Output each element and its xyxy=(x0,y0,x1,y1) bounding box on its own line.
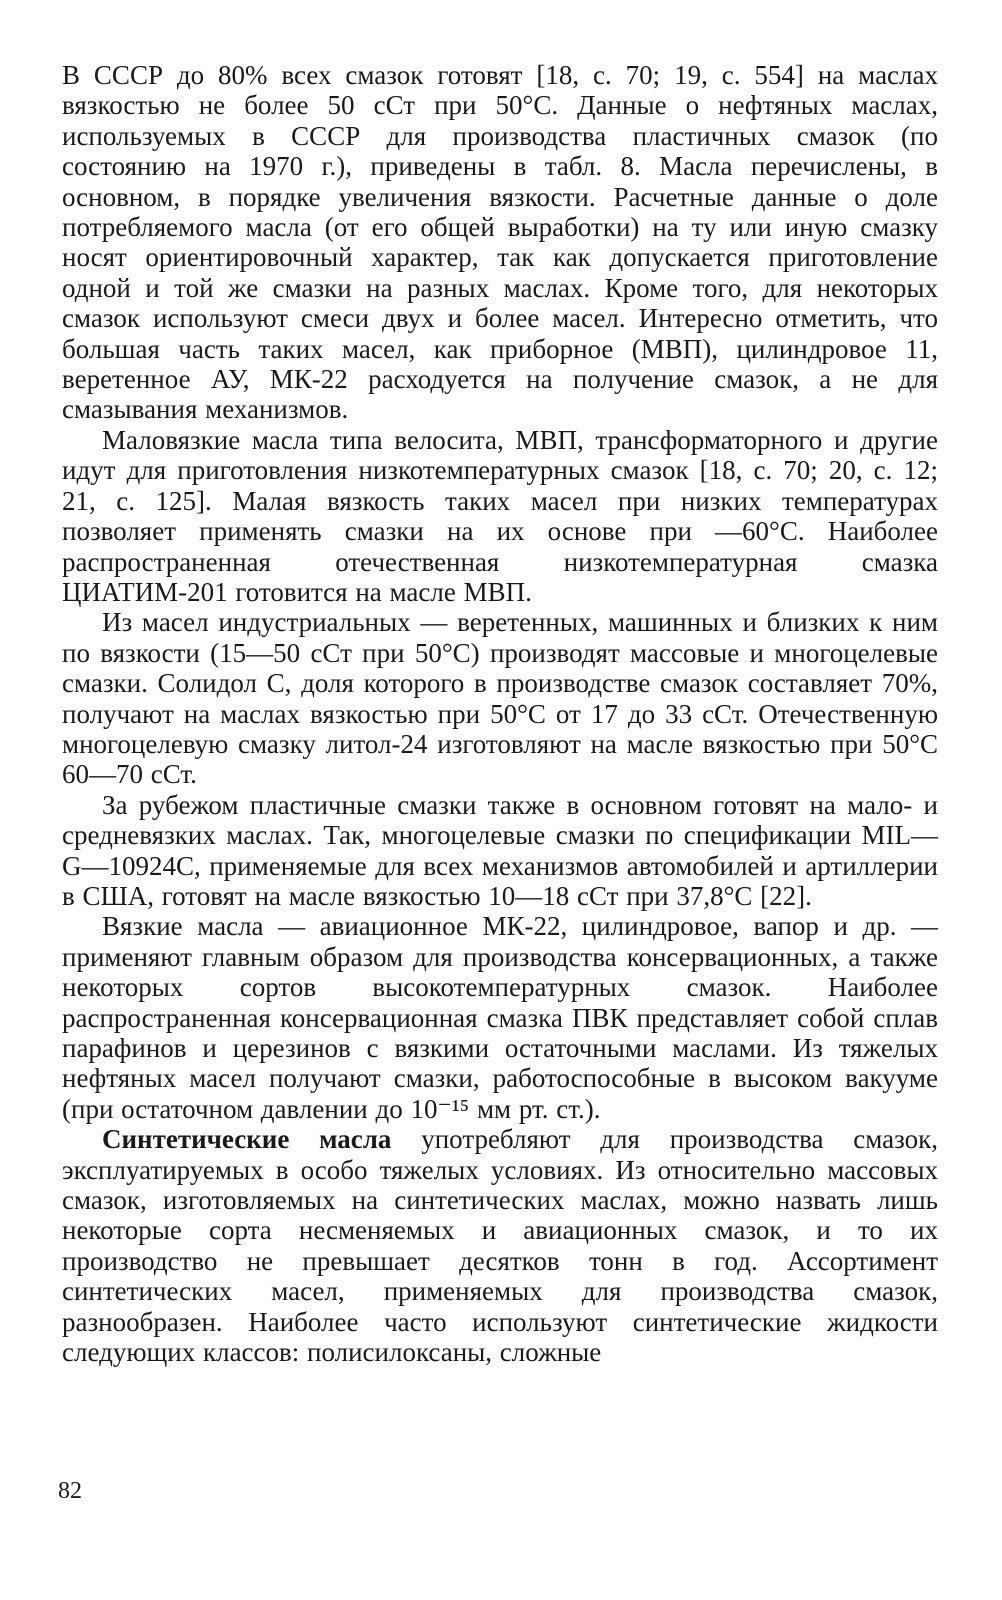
paragraph-6-term: Синтетические масла xyxy=(102,1124,392,1155)
paragraph-5-text: Вязкие масла — авиационное МК-22, цилиндровое, вапор и др. — применяют главным образом для производства консервационных, а также некоторых сортов высокотемпературных смазок. Наиболее распространенная консервационная смазка ПВК представляет собой сплав парафинов и церезинов с вязкими остаточными маслами. Из тяжелых нефтяных масел получают смазки, работоспособные в высоком вакууме (при остаточном давлении до 10⁻¹⁵ мм рт. ст.). xyxy=(62,911,938,1124)
page-number: 82 xyxy=(58,1478,82,1504)
paragraph-6-text: употребляют для производства смазок, эксплуатируемых в особо тяжелых условиях. Из относительно массовых смазок, изготовляемых на синтетических маслах, можно назвать лишь некоторые сорта несменяемых и авиационных смазок, и то их производство не превышает десятков тонн в год. Ассортимент синтетических масел, применяемых для производства смазок, разнообразен. Наиболее часто используют синтетические жидкости следующих классов: полисилоксаны, сложные xyxy=(62,1124,938,1368)
paragraph-1-text: В СССР до 80% всех смазок готовят [18, с. 70; 19, с. 554] на маслах вязкостью не более 50 сСт при 50°С. Данные о нефтяных маслах, используемых в СССР для производства пластичных смазок (по состоянию на 1970 г.), приведены в табл. 8. Масла перечислены, в основном, в порядке увеличения вязкости. Расчетные данные о доле потребляемого масла (от его общей выработки) на ту или иную смазку носят ориентировочный характер, так как допускается приготовление одной и той же смазки на разных маслах. Кроме того, для некоторых смазок используют смеси двух и более масел. Интересно отметить, что большая часть таких масел, как приборное (МВП), цилиндровое 11, веретенное АУ, МК-22 расходуется на получение смазок, а не для смазывания механизмов. xyxy=(62,60,938,425)
paragraph-3-text: Из масел индустриальных — веретенных, машинных и близких к ним по вязкости (15—50 сСт при 50°С) производят массовые и многоцелевые смазки. Солидол С, доля которого в производстве смазок составляет 70%, получают на маслах вязкостью при 50°С от 17 до 33 сСт. Отечественную многоцелевую смазку литол-24 изготовляют на масле вязкостью при 50°С 60—70 сСт. xyxy=(62,607,938,790)
paragraph-2-text: Маловязкие масла типа велосита, МВП, трансформаторного и другие идут для приготовления низкотемпературных смазок [18, с. 70; 20, с. 12; 21, с. 125]. Малая вязкость таких масел при низких температурах позволяет применять смазки на их основе при —60°С. Наиболее распространенная отечественная низкотемпературная смазка ЦИАТИМ-201 готовится на масле МВП. xyxy=(62,424,938,607)
paragraph-1 xyxy=(62,60,938,425)
page-body xyxy=(62,60,938,1367)
paragraph-4 xyxy=(62,790,938,912)
paragraph-2 xyxy=(62,425,938,607)
paragraph-5 xyxy=(62,911,938,1124)
paragraph-3 xyxy=(62,607,938,789)
paragraph-4-text: За рубежом пластичные смазки также в основном готовят на мало- и средневязких маслах. Так, многоцелевые смазки по спецификации MIL—G—10924C, применяемые для всех механизмов автомобилей и артиллерии в США, готовят на масле вязкостью 10—18 сСт при 37,8°С [22]. xyxy=(62,789,938,911)
paragraph-6 xyxy=(62,1124,938,1367)
